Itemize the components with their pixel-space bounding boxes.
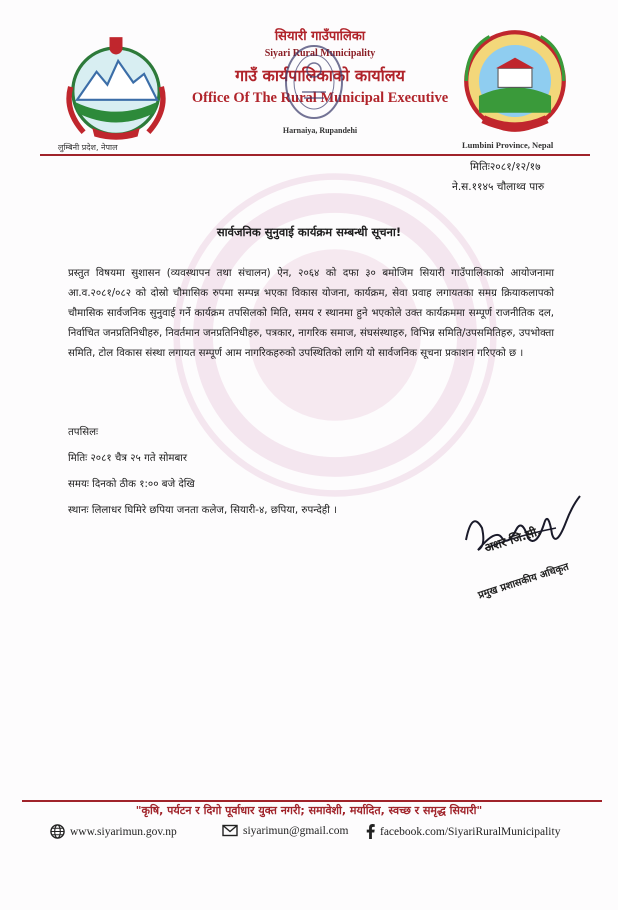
province-label-left: लुम्बिनी प्रदेश, नेपाल <box>58 143 118 152</box>
municipality-logo <box>462 28 568 134</box>
event-time: समयः दिनको ठीक १:०० बजे देखि <box>68 479 195 490</box>
event-date: मितिः २०८१ चैत्र २५ गते सोमबार <box>68 453 188 464</box>
footer-divider <box>22 800 602 802</box>
office-stamp <box>282 40 346 124</box>
signatory-role: प्रमुख प्रशासकीय अधिकृत <box>476 561 571 602</box>
facebook-icon <box>366 824 375 839</box>
municipality-name-en: Siyari Rural Municipality <box>264 48 376 59</box>
province-label-right: Lumbini Province, Nepal <box>462 140 554 150</box>
email-text: siyarimun@gmail.com <box>243 824 349 837</box>
facebook-text: facebook.com/SiyariRuralMunicipality <box>380 825 561 838</box>
envelope-icon <box>222 824 238 837</box>
website-text: www.siyarimun.gov.np <box>70 825 177 838</box>
footer-facebook[interactable] <box>366 824 560 839</box>
notice-title: सार्वजनिक सुनुवाई कार्यक्रम सम्बन्धी सूचना! <box>216 225 402 239</box>
event-venue: स्थानः लिलाधर घिमिरे छपिया जनता कलेज, सियारी-४, छपिया, रुपन्देही । <box>68 505 337 516</box>
office-name-en: Office Of The Rural Municipal Executive <box>191 90 449 106</box>
nepal-emblem-logo <box>62 34 170 144</box>
letter-date: मितिः२०८१/१२/१७ <box>470 161 541 173</box>
signatory-name: अशर जि.सी. <box>482 523 543 556</box>
header-divider <box>40 154 590 156</box>
office-name-np: गाउँ कार्यपालिकाको कार्यालय <box>235 66 405 85</box>
details-heading: तपसिलः <box>68 427 99 438</box>
footer-slogan: "कृषि, पर्यटन र दिगो पूर्वाधार युक्त नगरी; समावेशी, मर्यादित, स्वच्छ र समृद्ध सियारी" <box>135 804 483 817</box>
footer-website[interactable] <box>50 824 177 839</box>
office-address: Harnaiya, Rupandehi <box>282 126 358 135</box>
globe-icon <box>50 824 65 839</box>
notice-body: प्रस्तुत विषयमा सुशासन (व्यवस्थापन तथा संचालन) ऐन, २०६४ को दफा ३० बमोजिम सियारी गाउँपालिकाको आयोजनामा आ.व.२०८१/०८२ को दोस्रो चौमासिक रुपमा सम्पन्न भएका विकास योजना, कार्यक्रम, सेवा प्रवाह लगायतका समग्र क्रियाकलापको चौमासिक सार्वजनिक सुनुवाई गर्ने कार्यक्रम तपसिलको मिति, समय र स्थानमा हुने भएकोले उक्त कार्यक्रममा सम्पूर्ण राजनीतिक दल, निर्वाचित जनप्रतिनिधीहरु, निवर्तमान जनप्रतिनिधीहरु, पत्रकार, नागरिक समाज, संघसंस्थाहरु, विभिन्न समिति/उपसमितिहरु, उपभोक्ता समिति, टोल विकास संस्था लगायत सम्पूर्ण आम नागरिकहरुको उपस्थितिको लागि यो सार्वजनिक सूचना प्रकाशन गरिएको छ । <box>68 268 554 359</box>
footer-email[interactable] <box>222 824 348 837</box>
nepal-sambat-date: ने.स.११४५ चौलाथ्व पारु <box>452 181 545 193</box>
municipality-name-np: सियारी गाउँपालिका <box>274 29 366 44</box>
